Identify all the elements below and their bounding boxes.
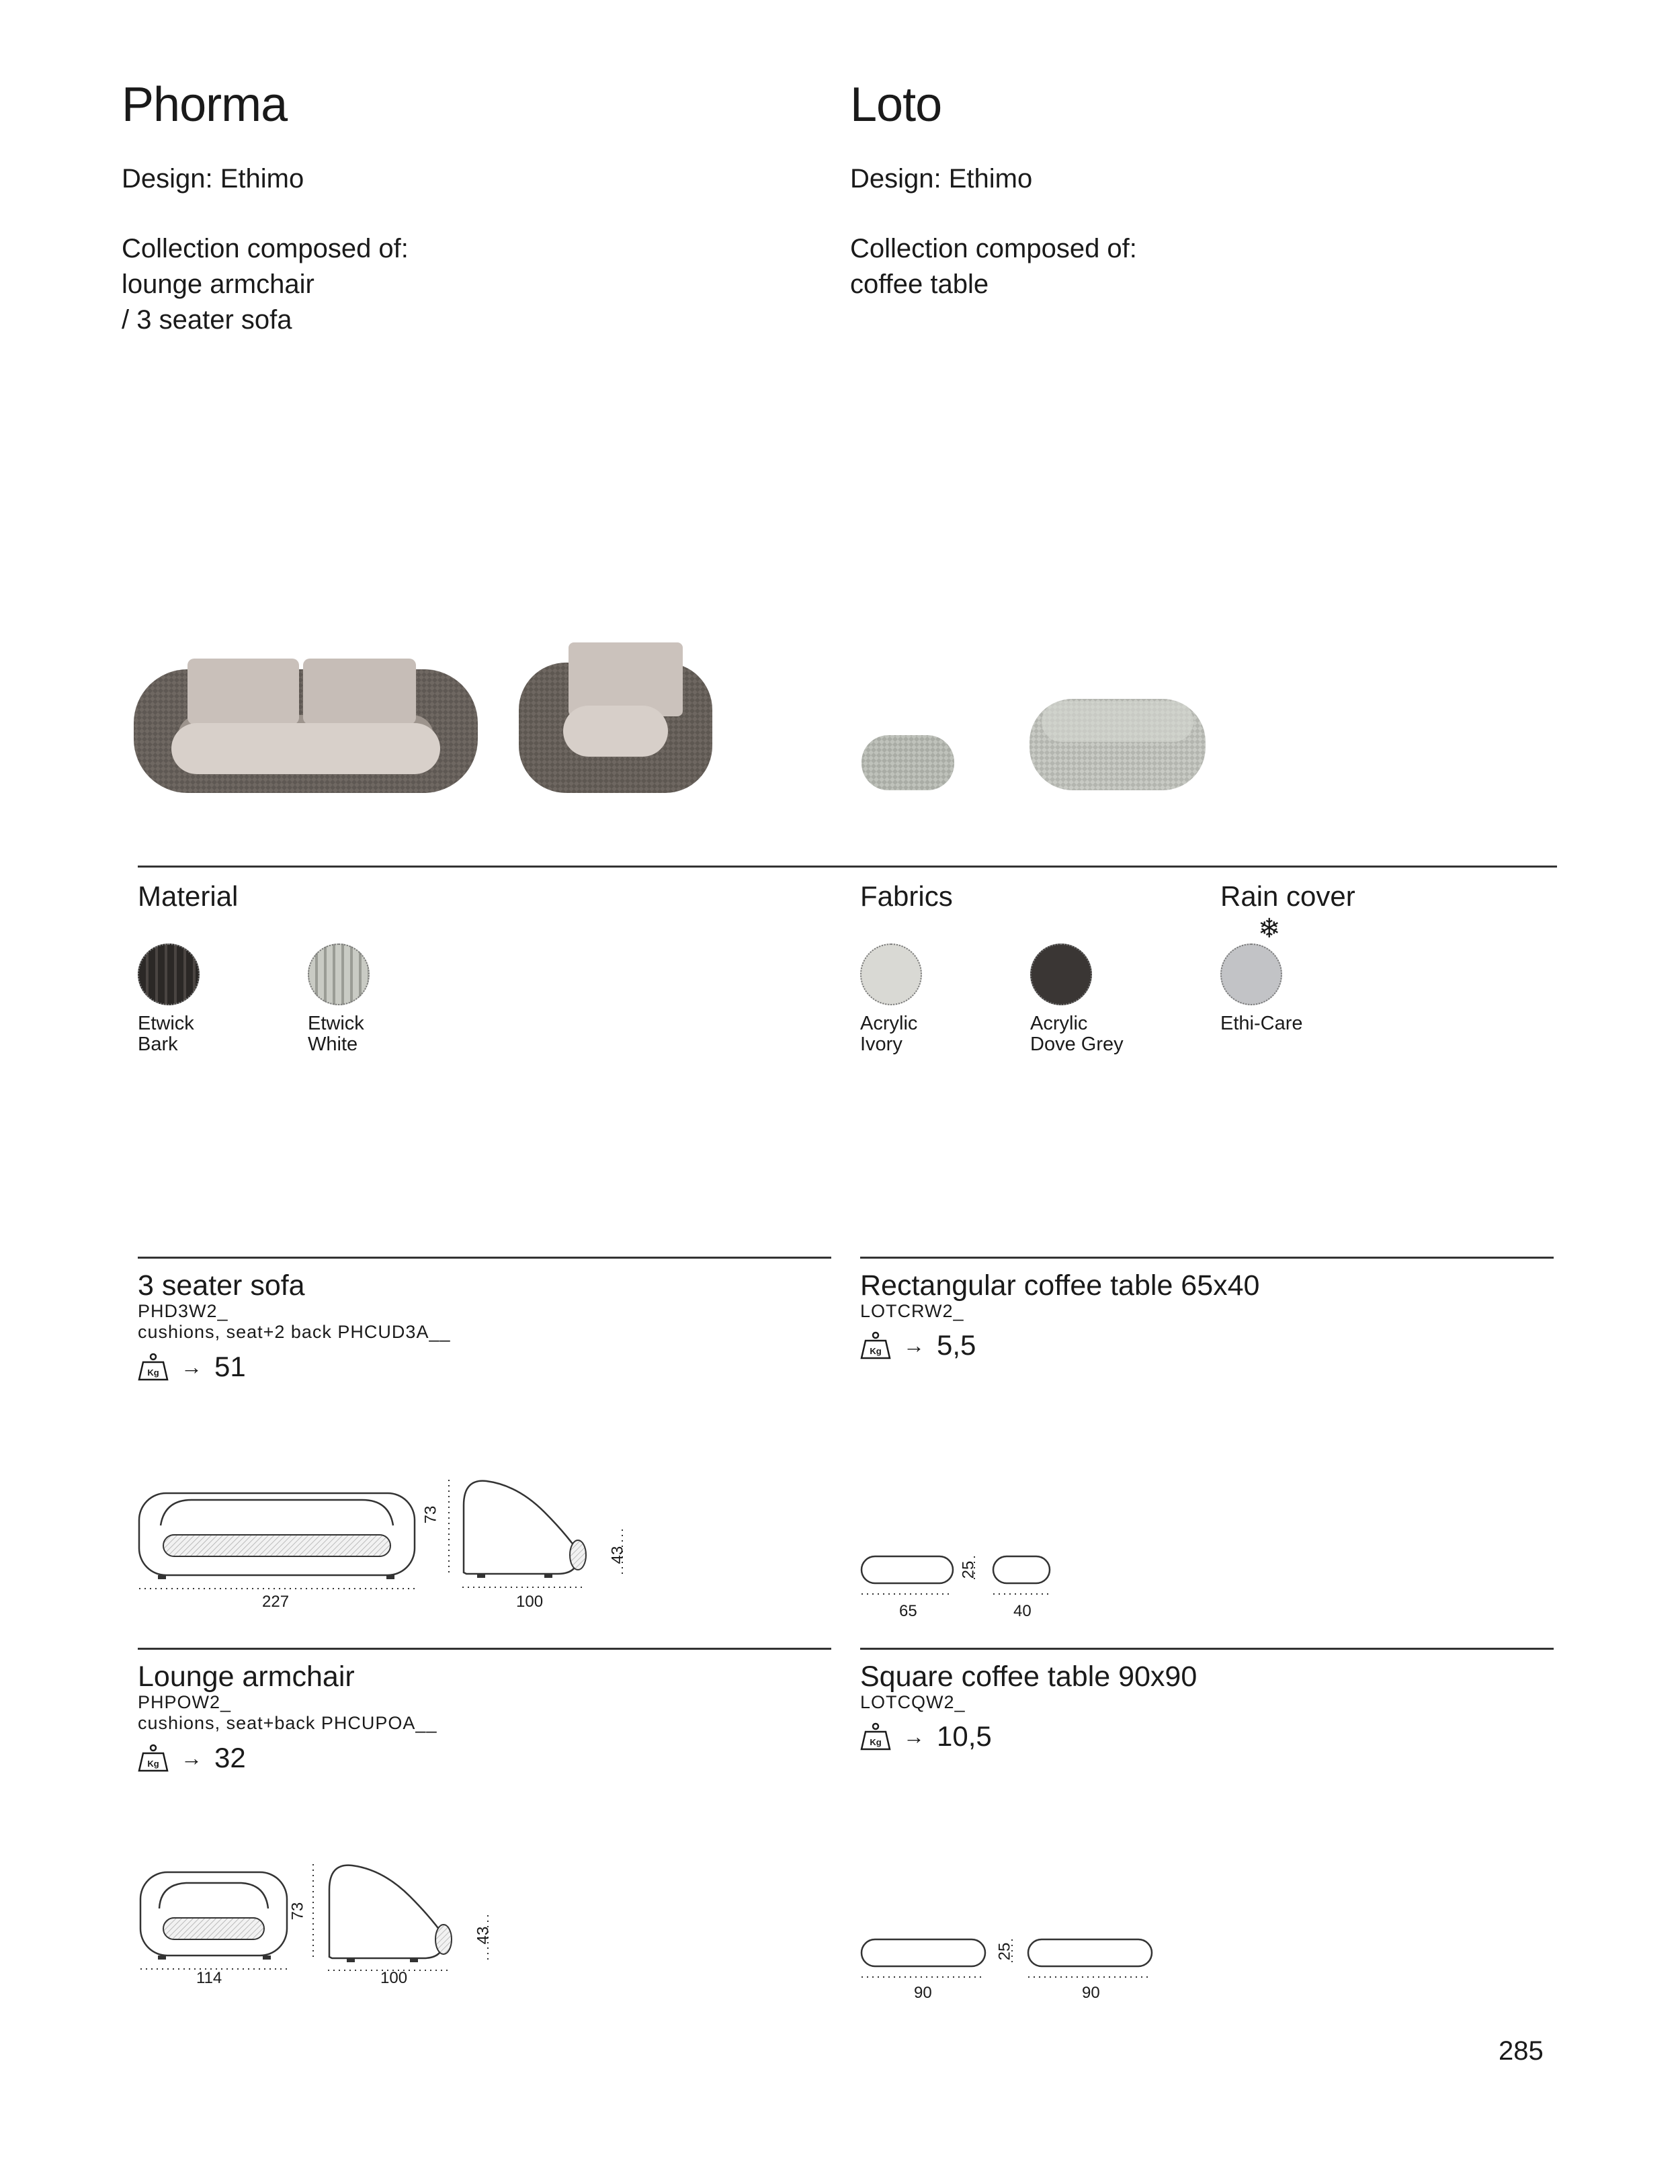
rect-table-height-label: 25 <box>959 1560 978 1579</box>
rect-table-rule <box>860 1257 1554 1259</box>
square-table-length-label: 90 <box>914 1984 932 2002</box>
swatch-label-line1: Ethi-Care <box>1220 1013 1303 1034</box>
swatch-label-ethi-care <box>1220 1013 1303 1034</box>
square-table-info <box>860 1661 1197 1713</box>
sofa-cushions: cushions, seat+2 back PHCUD3A__ <box>138 1322 451 1342</box>
square-table-weight-value: 10,5 <box>937 1720 992 1752</box>
swatch-label-etwick-bark <box>138 1013 194 1055</box>
swatch-label-line1: Acrylic <box>1030 1013 1088 1034</box>
swatch-acrylic-dove-grey[interactable] <box>1030 943 1092 1005</box>
svg-text:Kg: Kg <box>870 1346 882 1356</box>
armchair-depth-label: 100 <box>380 1969 408 1987</box>
swatch-ethi-care[interactable] <box>1220 943 1282 1005</box>
swatch-label-etwick-white <box>308 1013 364 1055</box>
armchair-title: Lounge armchair <box>138 1661 355 1693</box>
loto-collection-heading: Collection composed of: <box>850 234 1137 263</box>
square-table-code: LOTCQW2_ <box>860 1692 966 1712</box>
phorma-collection-line2: / 3 seater sofa <box>122 305 292 335</box>
rect-table-photo <box>860 731 956 794</box>
swatch-label-line2: Bark <box>138 1034 178 1055</box>
phorma-design: Design: Ethimo <box>122 164 304 194</box>
kg-weight-icon <box>860 1722 891 1751</box>
phorma-collection <box>122 231 409 338</box>
materials-rule <box>138 866 1557 868</box>
weight-arrow: → <box>181 1745 202 1770</box>
phorma-collection-line1: lounge armchair <box>122 269 314 299</box>
rect-table-weight-value: 5,5 <box>937 1329 976 1361</box>
swatch-etwick-bark[interactable] <box>138 943 200 1005</box>
rect-table-code: LOTCRW2_ <box>860 1301 964 1321</box>
weight-arrow: → <box>181 1354 202 1379</box>
kg-weight-icon <box>860 1331 891 1359</box>
rect-table-weight <box>860 1329 976 1361</box>
square-table-photo <box>1028 696 1207 797</box>
kg-weight-icon <box>138 1353 169 1381</box>
swatch-label-line2: Ivory <box>860 1034 902 1055</box>
loto-design: Design: Ethimo <box>850 164 1033 194</box>
sofa-depth-label: 100 <box>516 1593 544 1611</box>
rect-table-title: Rectangular coffee table 65x40 <box>860 1269 1260 1302</box>
sofa-seat-height-label: 43 <box>608 1546 627 1564</box>
armchair-height-label: 73 <box>288 1902 307 1921</box>
square-table-weight <box>860 1720 992 1753</box>
phorma-title: Phorma <box>122 78 288 132</box>
armchair-width-label: 114 <box>196 1969 222 1987</box>
swatch-etwick-white[interactable] <box>308 943 370 1005</box>
square-table-height-label: 25 <box>995 1942 1014 1961</box>
swatch-label-line2: White <box>308 1034 358 1055</box>
armchair-weight-value: 32 <box>214 1742 246 1773</box>
sofa-weight <box>138 1351 246 1383</box>
page-number: 285 <box>1499 2036 1544 2066</box>
loto-title: Loto <box>850 78 942 132</box>
sofa-info <box>138 1270 450 1343</box>
swatch-label-line1: Etwick <box>138 1013 194 1034</box>
sofa-front-drawing <box>131 1478 427 1593</box>
weight-arrow: → <box>903 1333 925 1357</box>
snowflake-icon: ❄ <box>1258 914 1281 943</box>
rect-table-length-label: 65 <box>899 1602 917 1620</box>
rect-table-width-label: 40 <box>1013 1602 1032 1620</box>
sofa-weight-value: 51 <box>214 1351 246 1382</box>
phorma-collection-heading: Collection composed of: <box>122 234 409 263</box>
sofa-rule <box>138 1257 831 1259</box>
svg-text:Kg: Kg <box>147 1368 159 1378</box>
armchair-weight <box>138 1742 246 1774</box>
armchair-front-drawing <box>131 1855 306 1976</box>
armchair-info <box>138 1661 437 1734</box>
fabrics-heading: Fabrics <box>860 880 953 912</box>
sofa-code: PHD3W2_ <box>138 1301 228 1321</box>
armchair-code: PHPOW2_ <box>138 1692 232 1712</box>
swatch-acrylic-ivory[interactable] <box>860 943 922 1005</box>
swatch-label-acrylic-dove-grey <box>1030 1013 1124 1055</box>
weight-arrow: → <box>903 1724 925 1749</box>
sofa-height-label: 73 <box>421 1505 440 1524</box>
swatch-label-line2: Dove Grey <box>1030 1034 1124 1055</box>
swatch-label-line1: Acrylic <box>860 1013 918 1034</box>
swatch-label-acrylic-ivory <box>860 1013 917 1055</box>
square-table-title: Square coffee table 90x90 <box>860 1661 1198 1693</box>
kg-weight-icon <box>138 1744 169 1772</box>
armchair-cushions: cushions, seat+back PHCUPOA__ <box>138 1713 437 1733</box>
material-heading: Material <box>138 880 239 912</box>
armchair-photo <box>517 638 714 794</box>
sofa-side-drawing <box>444 1472 632 1593</box>
square-table-width-label: 90 <box>1082 1984 1100 2002</box>
loto-collection-line1: coffee table <box>850 269 989 299</box>
swatch-label-line1: Etwick <box>308 1013 364 1034</box>
svg-text:Kg: Kg <box>870 1737 882 1747</box>
sofa-title: 3 seater sofa <box>138 1269 305 1302</box>
square-table-rule <box>860 1648 1554 1650</box>
loto-collection <box>850 231 1137 302</box>
rect-table-info <box>860 1270 1259 1322</box>
rain-cover-heading: Rain cover <box>1220 880 1355 912</box>
armchair-side-drawing <box>309 1855 497 1976</box>
sofa-width-label: 227 <box>262 1593 290 1611</box>
svg-text:Kg: Kg <box>147 1759 159 1769</box>
armchair-rule <box>138 1648 831 1650</box>
armchair-seat-height-label: 43 <box>474 1926 493 1945</box>
sofa-photo <box>131 645 480 794</box>
